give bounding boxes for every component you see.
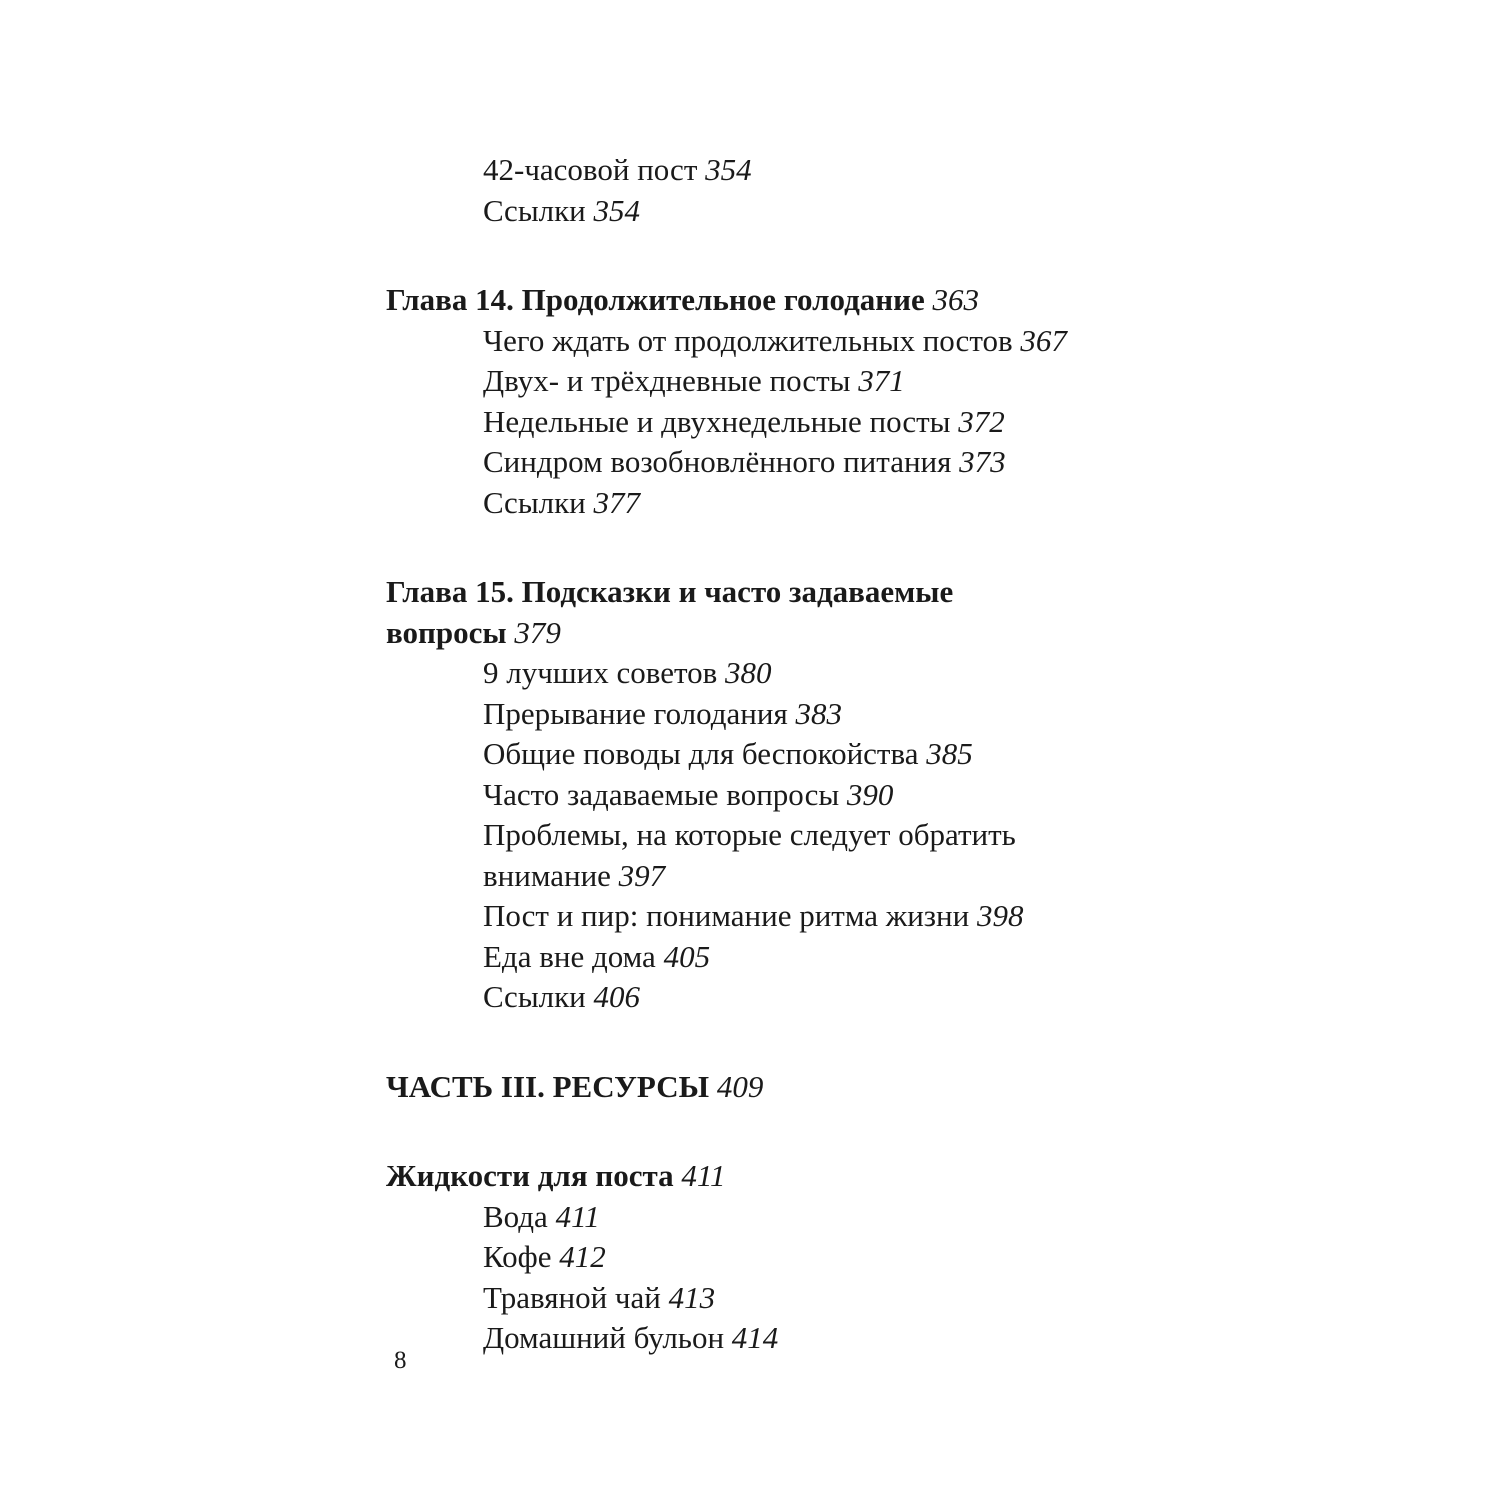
entry-title: Прерывание голодания — [483, 695, 788, 731]
entry-page-number: 414 — [731, 1320, 779, 1355]
entry-page-number: 354 — [593, 192, 641, 228]
entry-title: Общие поводы для беспокойства — [483, 736, 919, 771]
part-title: ЧАСТЬ III. РЕСУРСЫ — [386, 1068, 710, 1104]
part-heading — [386, 1067, 1386, 1108]
entry-page-number: 405 — [663, 938, 711, 974]
toc-entry — [386, 1278, 1386, 1319]
entry-page-number: 367 — [1020, 322, 1067, 358]
section-gap — [386, 523, 1386, 572]
toc-entry — [386, 1237, 1386, 1278]
chapter-page-number: 411 — [681, 1158, 726, 1193]
entry-title: Кофе — [483, 1239, 552, 1274]
chapter-title: Глава 14. Продолжительное голодание — [386, 282, 925, 317]
entry-title: Еда вне дома — [483, 938, 656, 974]
chapter-heading — [386, 572, 1026, 653]
entry-page-number: 354 — [705, 152, 752, 187]
entry-page-number: 398 — [976, 898, 1024, 933]
chapter-title: Глава 15. Подсказки и часто задаваемые вопросы — [386, 574, 954, 650]
entry-title: Синдром возобновлённого питания — [483, 444, 952, 479]
toc-entry — [386, 937, 1386, 978]
entry-page-number: 411 — [555, 1198, 600, 1234]
toc-entry — [386, 775, 1386, 816]
entry-title: Чего ждать от продолжительных постов — [483, 322, 1013, 358]
chapter-heading — [386, 1156, 1386, 1197]
entry-title: 9 лучших советов — [483, 655, 718, 690]
entry-title: Проблемы, на которые следует обратить внимание — [483, 817, 1016, 893]
chapter-page-number: 363 — [932, 282, 980, 317]
entry-title: 42-часовой пост — [483, 152, 698, 187]
chapter-page-number: 379 — [514, 614, 561, 650]
chapter-heading — [386, 280, 1386, 321]
toc-entry — [386, 653, 1386, 694]
entry-page-number: 371 — [858, 363, 905, 398]
entry-page-number: 377 — [593, 484, 641, 520]
section-gap — [386, 231, 1386, 280]
entry-page-number: 390 — [846, 776, 894, 812]
section-gap — [386, 1107, 1386, 1156]
toc-entry — [386, 1197, 1386, 1238]
entry-page-number: 412 — [559, 1239, 606, 1274]
part-page-number: 409 — [716, 1068, 764, 1104]
entry-title: Часто задаваемые вопросы — [483, 776, 840, 812]
entry-page-number: 372 — [958, 403, 1005, 439]
toc-entry — [386, 442, 1386, 483]
entry-page-number: 397 — [618, 857, 666, 893]
entry-title: Домашний бульон — [483, 1320, 725, 1355]
toc-entry — [386, 150, 1386, 191]
toc-entry — [386, 977, 1386, 1018]
toc-entry — [386, 1318, 1386, 1359]
chapter-title: Жидкости для поста — [386, 1158, 674, 1193]
table-of-contents — [386, 150, 1386, 1359]
entry-page-number: 406 — [593, 979, 641, 1014]
entry-title: Вода — [483, 1198, 548, 1234]
toc-entry — [386, 191, 1386, 232]
page-folio-number: 8 — [394, 1347, 407, 1374]
entry-page-number: 413 — [668, 1279, 716, 1315]
entry-title: Двух- и трёхдневные посты — [483, 363, 851, 398]
toc-entry — [386, 734, 1386, 775]
entry-title: Ссылки — [483, 979, 586, 1014]
entry-page-number: 385 — [926, 736, 973, 771]
entry-title: Травяной чай — [483, 1279, 661, 1315]
entry-title: Ссылки — [483, 192, 586, 228]
toc-entry — [386, 815, 1103, 896]
toc-entry — [386, 483, 1386, 524]
section-gap — [386, 1018, 1386, 1067]
toc-entry — [386, 321, 1386, 362]
toc-entry — [386, 361, 1386, 402]
toc-entry — [386, 896, 1386, 937]
entry-page-number: 383 — [795, 695, 842, 731]
entry-title: Недельные и двухнедельные посты — [483, 403, 951, 439]
entry-title: Пост и пир: понимание ритма жизни — [483, 898, 970, 933]
toc-entry — [386, 402, 1386, 443]
entry-page-number: 373 — [959, 444, 1006, 479]
toc-entry — [386, 694, 1386, 735]
entry-title: Ссылки — [483, 484, 586, 520]
entry-page-number: 380 — [725, 655, 772, 690]
